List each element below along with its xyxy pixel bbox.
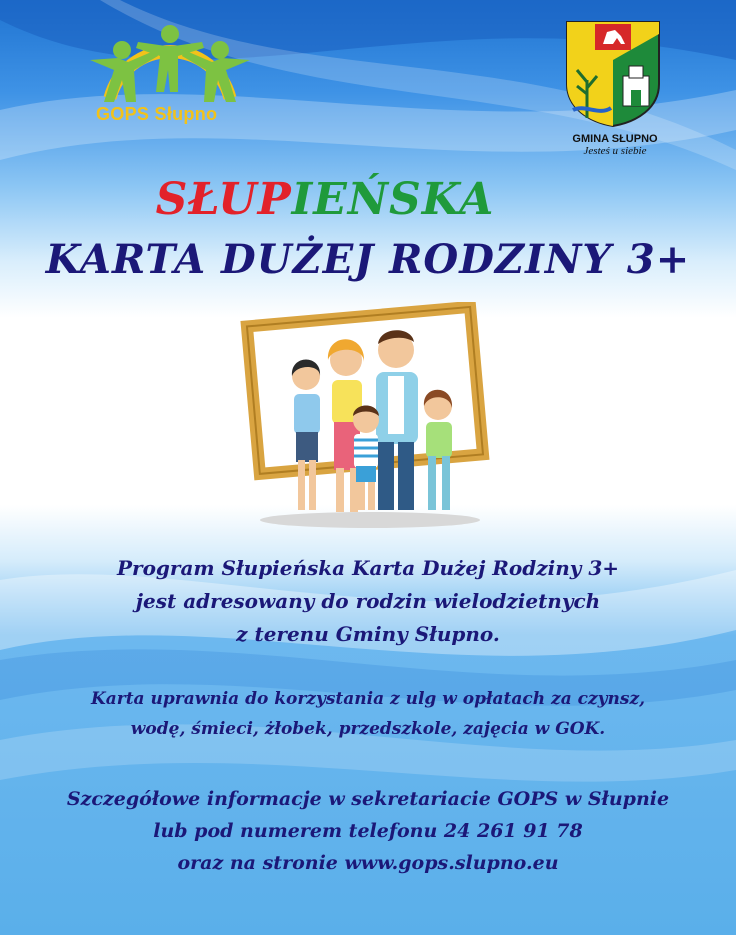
benefits-paragraph [0, 684, 736, 744]
intro-line: jest adresowany do rodzin wielodzietnych [135, 589, 601, 613]
intro-line: Program Słupieńska Karta Dużej Rodziny 3+ [117, 556, 619, 580]
title-red-part: SŁUP [155, 174, 292, 225]
intro-paragraph [0, 552, 736, 651]
contact-line: lub pod numerem telefonu 24 261 91 78 [153, 820, 583, 842]
benefits-line: wodę, śmieci, żłobek, przedszkole, zajęcia w GOK. [130, 719, 606, 739]
intro-line: z terenu Gminy Słupno. [236, 622, 500, 646]
contact-paragraph [0, 783, 736, 879]
gmina-name: GMINA SŁUPNO [572, 133, 658, 145]
benefits-line: Karta uprawnia do korzystania z ulg w opłatach za czynsz, [90, 689, 646, 709]
title-line-1 [0, 174, 650, 225]
gops-logo-text: GOPS Słupno [96, 104, 218, 124]
family-in-frame-illustration [240, 302, 500, 534]
contact-line: Szczegółowe informacje w sekretariacie GOPS w Słupnie [66, 788, 670, 810]
contact-line: oraz na stronie www.gops.slupno.eu [177, 852, 559, 874]
title-green-part: IEŃSKA [291, 174, 495, 225]
title-line-2: KARTA DUŻEJ RODZINY 3+ [45, 236, 691, 283]
gmina-motto: Jesteś u siebie [583, 145, 647, 157]
coat-of-arms-icon [565, 20, 661, 128]
